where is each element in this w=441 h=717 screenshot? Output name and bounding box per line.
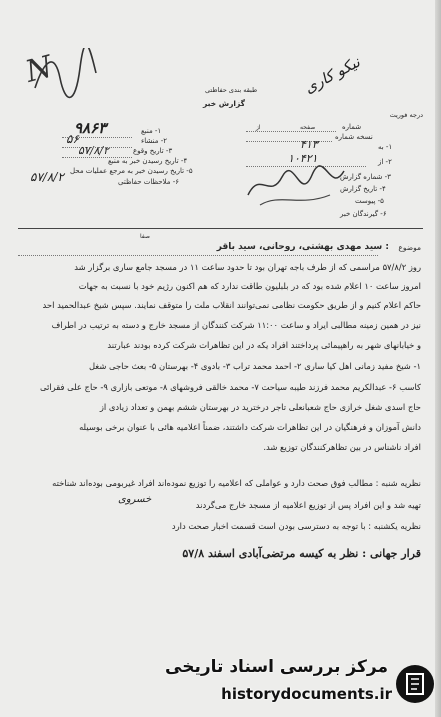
signature-scribble xyxy=(240,165,350,210)
right-field-to: ۱- به xyxy=(378,143,393,151)
classification-label: طبقه بندی حفاظتی xyxy=(205,86,258,94)
small-tag: صفا xyxy=(140,233,150,240)
body-line-2: امروز ساعت ۱۰ اعلام شده بود که در بلبلیون طاقت ندارد که هم اکنون رژیم خود با نسبت به جهات xyxy=(78,281,421,291)
note-line-1: نظریه شنبه : مطالب فوق صحت دارد و عواملی که اعلامیه را توزیع نموده‌اند افراد غیربومی بوده‌اند شناخته xyxy=(52,478,421,488)
right-field-recipients: ۶- گیرندگان خبر xyxy=(340,210,387,218)
right-field-report-date: ۴- تاریخ گزارش xyxy=(340,185,386,193)
right-field-number: شماره xyxy=(342,123,362,131)
event-date-value: ۵۷/۸/۲ xyxy=(78,144,110,157)
local-date-value: ۵۷/۸/۲ xyxy=(30,170,64,184)
paper-edge xyxy=(435,0,441,717)
note-line-2: تهیه شد و این افراد پس از توزیع اعلامیه از مسجد خارج می‌گردند xyxy=(195,500,421,510)
archive-logo-icon xyxy=(396,665,434,703)
margin-handwriting: خسروی xyxy=(118,494,152,505)
left-field-origin: ۲- منشاء xyxy=(141,137,168,145)
priority-label: درجه فوریت xyxy=(389,111,423,119)
corner-handwriting: N xyxy=(21,49,57,90)
watermark-url: historydocuments.ir xyxy=(221,685,392,703)
right-field-report-no: ۳- شماره گزارش xyxy=(340,173,391,181)
left-field-protection: ۶- ملاحظات حفاظتی xyxy=(118,178,179,186)
origin-value: ۵۶ xyxy=(66,132,79,146)
body-line-7: کاسب ۶- عبدالکریم محمد فرزند طیبه سیاحت ۷- محمد خالقی فروشهای ۸- موتعی بازاری ۹- حاج علی فقرائی xyxy=(39,382,421,392)
watermark-title: مرکز بررسی اسناد تاریخی xyxy=(165,657,388,677)
unit-mini-label: صفحه xyxy=(300,124,316,131)
body-line-5: و خیابانهای شهر به راهپیمائی پرداختند افراد یکه در این تظاهرات شرکت کرده بودند عبارتند xyxy=(107,340,421,350)
left-field-source: ۱- منبع xyxy=(141,127,162,135)
body-line-10: افراد ناشناس در بین تظاهرکنندگان توزیع شد. xyxy=(263,442,421,452)
right-field-attachment: ۵- پیوست xyxy=(355,197,384,205)
corner-scribble xyxy=(30,48,100,108)
from-mini-label: از xyxy=(256,124,261,131)
left-field-event-date: ۳- تاریخ وقوع xyxy=(133,147,173,155)
body-line-9: دانش آموزان و فرهنگیان در این تظاهرات شرکت داشتند، ضمناً اعلامیه هائی با عنوان برخی بوسیله xyxy=(79,422,421,432)
final-handwritten-note: قرار جهانی : نظر به کیسه مرتضی‌آبادی اسفند ۵۷/۸ xyxy=(182,547,421,560)
body-line-6: ۱- شیخ مفید زمانی اهل کیا ساری ۲- احمد محمد تراب ۳- بادوی ۴- بهرستان ۵- بعث حاجی شغل xyxy=(88,361,421,371)
body-line-3: حاکم اعلام کنیم و از طریق حکومت نظامی نمی‌توانند انقلاب ملت را متوقف نمایند. سپس شیخ عبدالحمید احد xyxy=(42,300,421,310)
top-handwriting: نیکو کاری xyxy=(301,52,363,98)
subject-label: موضوع xyxy=(398,243,421,252)
source-value: ۹۸۶۳ xyxy=(74,119,107,137)
right-field-from: ۲- از xyxy=(378,158,392,166)
note-line-3: نظریه یکشنبه : با توجه به دسترسی بودن است قسمت اخبار صحت دارد xyxy=(171,521,421,531)
left-field-local-date: ۵- تاریخ رسیدن خبر به مرجع عملیات محل xyxy=(70,167,193,175)
watermark-logo-icon xyxy=(396,665,434,703)
to-value: ۴۱۳ xyxy=(300,138,318,151)
left-field-arrival-date: ۴- تاریخ رسیدن خبر به منبع xyxy=(108,157,188,165)
header-separator xyxy=(18,228,423,229)
subject-text: : سید مهدی بهشتی، روحانی، سید باقر xyxy=(216,242,389,252)
body-line-1: روز ۵۷/۸/۲ مراسمی که از طرف باجه تهران بود تا حدود ساعت ۱۱ در مسجد جامع ساری برگزار شد xyxy=(74,262,421,272)
right-field-copy: نسخه شماره xyxy=(335,133,373,141)
body-line-4: نیز در همین زمینه مطالبی ایراد و ساعت ۱۱:۰۰ شرکت کنندگان از مسجد خارج و دسته به ترتیب در اطراف xyxy=(51,320,421,330)
watermark xyxy=(150,655,440,717)
from-value: ۱۰۴۲۱ xyxy=(288,152,318,165)
report-label: گزارش خبر xyxy=(203,99,246,108)
body-line-8: حاج اسدی شغل خرازی حاج شعبانعلی تاجر درخترید در بهرستان ششم بهمن و تعداد زیادی از xyxy=(99,402,421,412)
